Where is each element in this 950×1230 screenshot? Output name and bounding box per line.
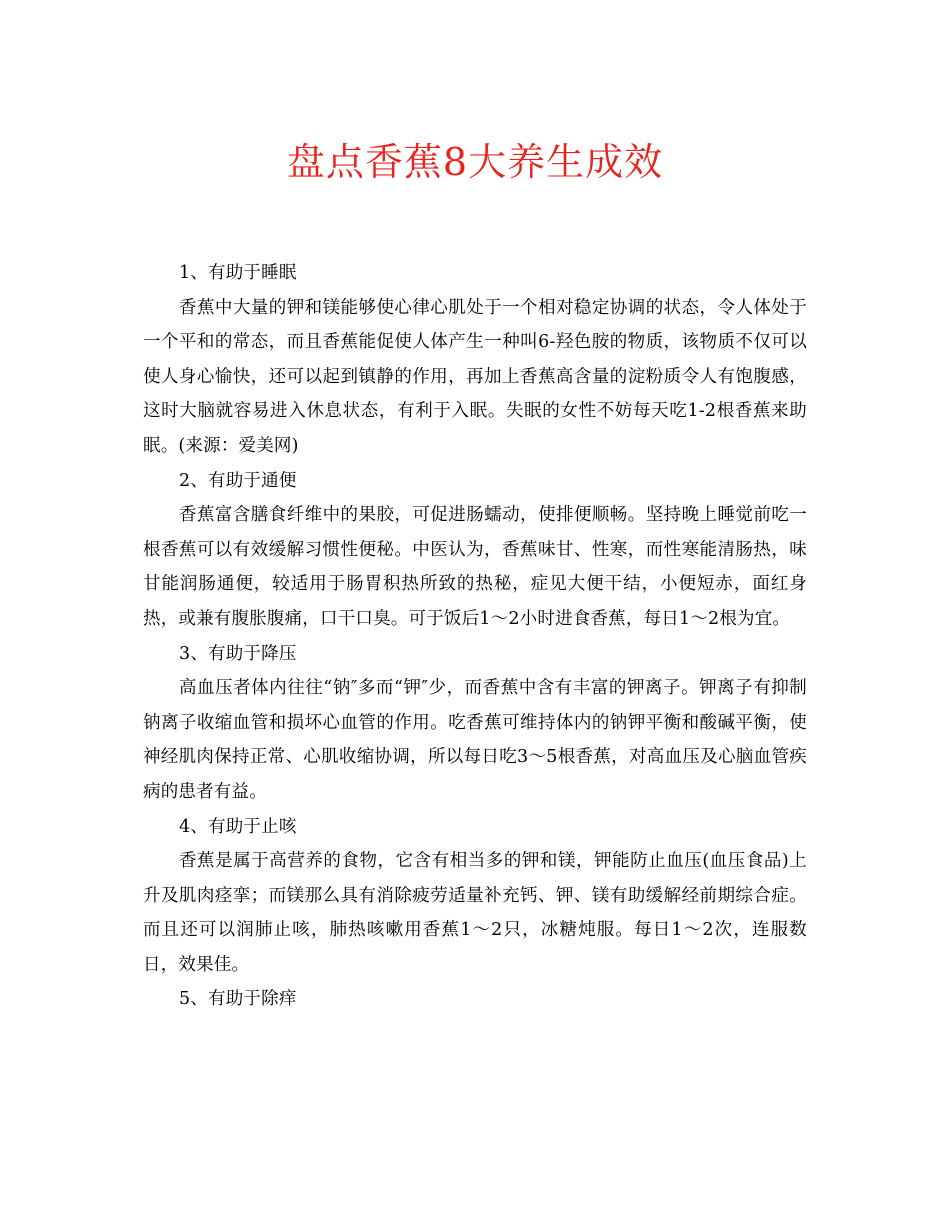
section-heading-2: 2、有助于通便 (179, 470, 297, 491)
section-paragraph-3: 高血压者体内往往“钠″多而“钾″少，而香蕉中含有丰富的钾离子。钾离子有抑制钠离子收缩血管和损坏心血管的作用。吃香蕉可维持体内的钠钾平衡和酸碱平衡，使神经肌肉保持正常、心肌收缩协调，所以每日吃3～5根香蕉，对高血压及心脑血管疾病的患者有益。 (143, 678, 807, 802)
section-paragraph-1: 香蕉中大量的钾和镁能够使心律心肌处于一个相对稳定协调的状态，令人体处于一个平和的常态，而且香蕉能促使人体产生一种叫6-羟色胺的物质，该物质不仅可以使人身心愉快，还可以起到镇静的作用，再加上香蕉高含量的淀粉质令人有饱腹感，这时大脑就容易进入休息状态，有利于入眠。失眠的女性不妨每天吃1-2根香蕉来助眠。(来源：爱美网) (143, 297, 807, 456)
section-heading-4: 4、有助于止咳 (179, 816, 297, 837)
section-heading-5: 5、有助于除痒 (179, 989, 297, 1010)
document-title: 盘点香蕉8大养生成效 (286, 140, 664, 184)
section-heading-3: 3、有助于降压 (179, 643, 297, 664)
document-body (143, 256, 807, 1017)
section-paragraph-4: 香蕉是属于高营养的食物，它含有相当多的钾和镁，钾能防止血压(血压食品)上升及肌肉痉挛；而镁那么具有消除疲劳适量补充钙、钾、镁有助缓解经前期综合症。而且还可以润肺止咳，肺热咳嗽用香蕉1～2只，冰糖炖服。每日1～2次，连服数日，效果佳。 (143, 851, 807, 975)
section-paragraph-2: 香蕉富含膳食纤维中的果胶，可促进肠蠕动，使排便顺畅。坚持晚上睡觉前吃一根香蕉可以有效缓解习惯性便秘。中医认为，香蕉味甘、性寒，而性寒能清肠热，味甘能润肠通便，较适用于肠胃积热所致的热秘，症见大便干结，小便短赤，面红身热，或兼有腹胀腹痛，口干口臭。可于饭后1～2小时进食香蕉，每日1～2根为宜。 (143, 505, 807, 629)
section-heading-1: 1、有助于睡眠 (179, 263, 297, 283)
